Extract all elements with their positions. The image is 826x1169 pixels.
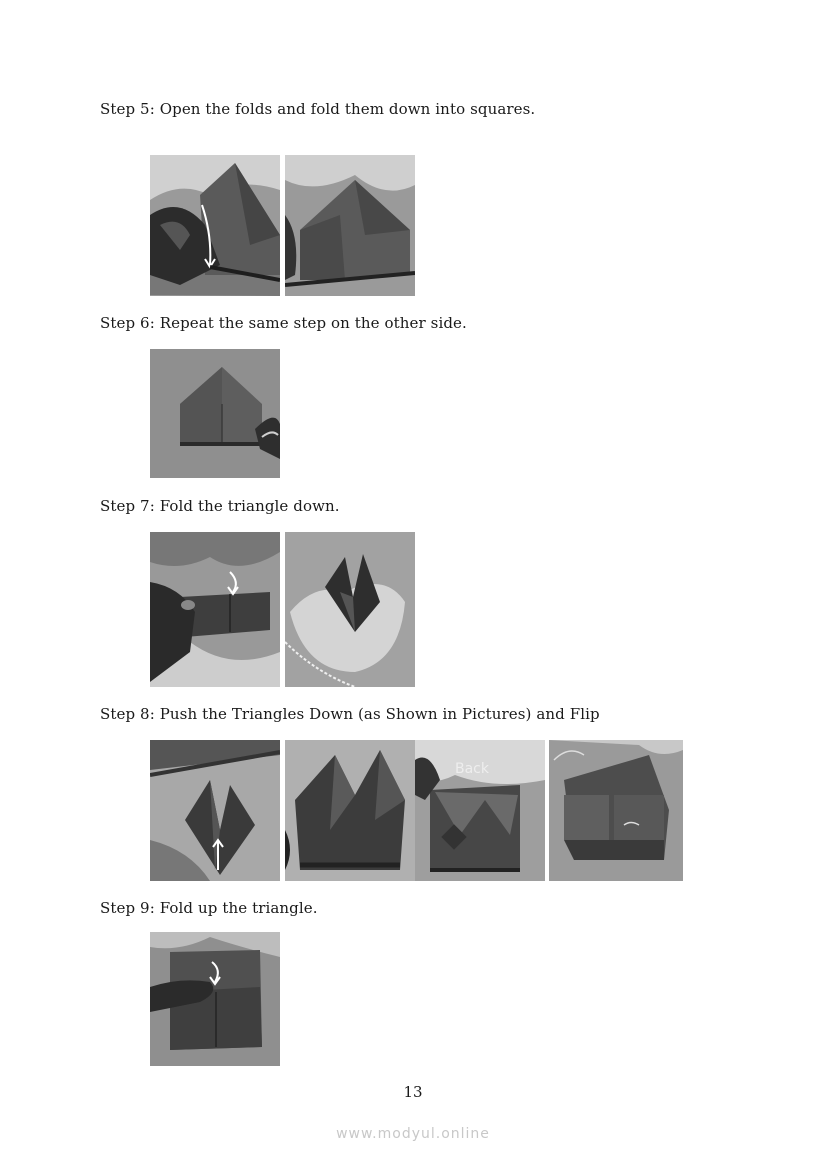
back-label: Back	[455, 761, 489, 777]
step-6-photo	[150, 349, 280, 478]
step-6-instruction: Step 6: Repeat the same step on the other side.	[100, 314, 467, 332]
step-7-instruction: Step 7: Fold the triangle down.	[100, 497, 340, 515]
step-9-photo	[150, 932, 280, 1066]
step-8-photo-4	[549, 740, 683, 881]
step-8-instruction: Step 8: Push the Triangles Down (as Shown in Pictures) and Flip	[100, 705, 600, 723]
step-5-instruction: Step 5: Open the folds and fold them down into squares.	[100, 100, 536, 118]
step-5-photo-1	[150, 155, 280, 296]
step-5-photo-2	[285, 155, 415, 296]
step-7-photo-2	[285, 532, 415, 687]
step-7-photo-1	[150, 532, 280, 687]
page-number: 13	[403, 1083, 423, 1101]
step-8-photo-3	[415, 740, 545, 881]
step-9-instruction: Step 9: Fold up the triangle.	[100, 899, 318, 917]
watermark: www.modyul.online	[336, 1126, 490, 1142]
step-8-photo-2	[285, 740, 415, 881]
step-8-photo-1	[150, 740, 280, 881]
